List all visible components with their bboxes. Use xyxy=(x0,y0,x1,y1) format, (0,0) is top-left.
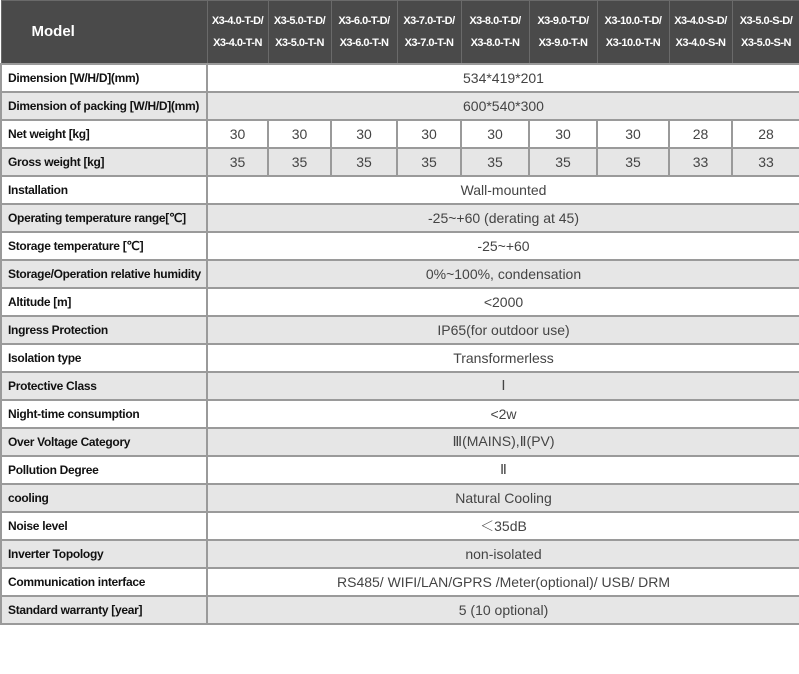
spec-label: Inverter Topology xyxy=(1,540,207,568)
model-name: X3-4.0-T-N xyxy=(213,36,262,49)
model-name: X3-9.0-T-N xyxy=(538,36,588,49)
spec-value: Natural Cooling xyxy=(207,484,799,512)
spec-value: 28 xyxy=(669,120,732,148)
spec-label: cooling xyxy=(1,484,207,512)
spec-value: Ⅲ(MAINS),Ⅱ(PV) xyxy=(207,428,799,456)
model-name: X3-7.0-T-N xyxy=(404,36,454,49)
spec-value: 30 xyxy=(461,120,529,148)
spec-label: Communication interface xyxy=(1,568,207,596)
spec-label: Net weight [kg] xyxy=(1,120,207,148)
spec-value: non-isolated xyxy=(207,540,799,568)
model-name: X3-4.0-S-D/ xyxy=(674,14,727,27)
spec-value: 35 xyxy=(331,148,397,176)
model-name: X3-5.0-T-N xyxy=(275,36,324,49)
spec-value: <2w xyxy=(207,400,799,428)
model-name: X3-5.0-T-D/ xyxy=(273,14,326,27)
model-name: X3-7.0-T-D/ xyxy=(403,14,455,27)
spec-label: Dimension [W/H/D](mm) xyxy=(1,64,207,92)
spec-row xyxy=(1,204,799,232)
model-name: X3-10.0-T-D/ xyxy=(604,14,662,27)
model-name: X3-6.0-T-D/ xyxy=(338,14,390,27)
spec-value: RS485/ WIFI/LAN/GPRS /Meter(optional)/ USB/ DRM xyxy=(207,568,799,596)
model-column-header xyxy=(331,1,397,64)
spec-value: -25~+60 xyxy=(207,232,799,260)
model-header: Model xyxy=(1,1,207,64)
spec-row xyxy=(1,568,799,596)
spec-label: Dimension of packing [W/H/D](mm) xyxy=(1,92,207,120)
spec-row xyxy=(1,372,799,400)
spec-label: Ingress Protection xyxy=(1,316,207,344)
spec-value: 33 xyxy=(669,148,732,176)
model-name: X3-8.0-T-N xyxy=(470,36,520,49)
model-name: X3-4.0-S-N xyxy=(675,36,726,49)
spec-label: Noise level xyxy=(1,512,207,540)
spec-row xyxy=(1,148,799,176)
spec-row xyxy=(1,64,799,92)
header-row xyxy=(1,1,799,64)
spec-value: 35 xyxy=(461,148,529,176)
spec-value: Ⅰ xyxy=(207,372,799,400)
spec-row xyxy=(1,232,799,260)
spec-row xyxy=(1,344,799,372)
spec-label: Installation xyxy=(1,176,207,204)
spec-value: ＜35dB xyxy=(207,512,799,540)
spec-value: 30 xyxy=(397,120,461,148)
model-name: X3-5.0-S-D/ xyxy=(739,14,793,27)
spec-value: 0%~100%, condensation xyxy=(207,260,799,288)
spec-value: 30 xyxy=(529,120,597,148)
spec-label: Operating temperature range[℃] xyxy=(1,204,207,232)
spec-value: Wall-mounted xyxy=(207,176,799,204)
spec-label: Isolation type xyxy=(1,344,207,372)
spec-value: 5 (10 optional) xyxy=(207,596,799,624)
spec-value: 33 xyxy=(732,148,799,176)
model-name: X3-4.0-T-D/ xyxy=(211,14,264,27)
model-column-header xyxy=(207,1,268,64)
spec-value: 600*540*300 xyxy=(207,92,799,120)
spec-row xyxy=(1,120,799,148)
spec-value: Transformerless xyxy=(207,344,799,372)
spec-row xyxy=(1,456,799,484)
model-column-header xyxy=(669,1,732,64)
spec-row xyxy=(1,540,799,568)
spec-value: 30 xyxy=(207,120,268,148)
spec-value: 30 xyxy=(597,120,669,148)
model-column-header xyxy=(597,1,669,64)
spec-label: Gross weight [kg] xyxy=(1,148,207,176)
spec-label: Storage/Operation relative humidity xyxy=(1,260,207,288)
spec-value: 35 xyxy=(397,148,461,176)
spec-row xyxy=(1,92,799,120)
spec-value: 30 xyxy=(331,120,397,148)
spec-row xyxy=(1,260,799,288)
spec-label: Protective Class xyxy=(1,372,207,400)
model-column-header xyxy=(461,1,529,64)
spec-label: Altitude [m] xyxy=(1,288,207,316)
spec-row xyxy=(1,596,799,624)
spec-value: 35 xyxy=(597,148,669,176)
spec-value: 30 xyxy=(268,120,331,148)
model-name: X3-6.0-T-N xyxy=(339,36,389,49)
spec-value: 35 xyxy=(529,148,597,176)
spec-row xyxy=(1,400,799,428)
model-name: X3-5.0-S-N xyxy=(740,36,792,49)
spec-value: IP65(for outdoor use) xyxy=(207,316,799,344)
model-column-header xyxy=(268,1,331,64)
spec-value: -25~+60 (derating at 45) xyxy=(207,204,799,232)
model-column-header xyxy=(397,1,461,64)
model-column-header xyxy=(529,1,597,64)
spec-value: 28 xyxy=(732,120,799,148)
spec-value: Ⅱ xyxy=(207,456,799,484)
spec-row xyxy=(1,316,799,344)
spec-value: <2000 xyxy=(207,288,799,316)
spec-label: Standard warranty [year] xyxy=(1,596,207,624)
model-column-header xyxy=(732,1,799,64)
spec-row xyxy=(1,428,799,456)
model-name: X3-8.0-T-D/ xyxy=(469,14,521,27)
spec-label: Pollution Degree xyxy=(1,456,207,484)
spec-label: Over Voltage Category xyxy=(1,428,207,456)
spec-row xyxy=(1,288,799,316)
spec-value: 35 xyxy=(207,148,268,176)
spec-value: 35 xyxy=(268,148,331,176)
spec-row xyxy=(1,484,799,512)
spec-label: Night-time consumption xyxy=(1,400,207,428)
model-name: X3-9.0-T-D/ xyxy=(537,14,589,27)
spec-label: Storage temperature [℃] xyxy=(1,232,207,260)
spec-value: 534*419*201 xyxy=(207,64,799,92)
model-name: X3-10.0-T-N xyxy=(605,36,661,49)
spec-row xyxy=(1,176,799,204)
spec-row xyxy=(1,512,799,540)
